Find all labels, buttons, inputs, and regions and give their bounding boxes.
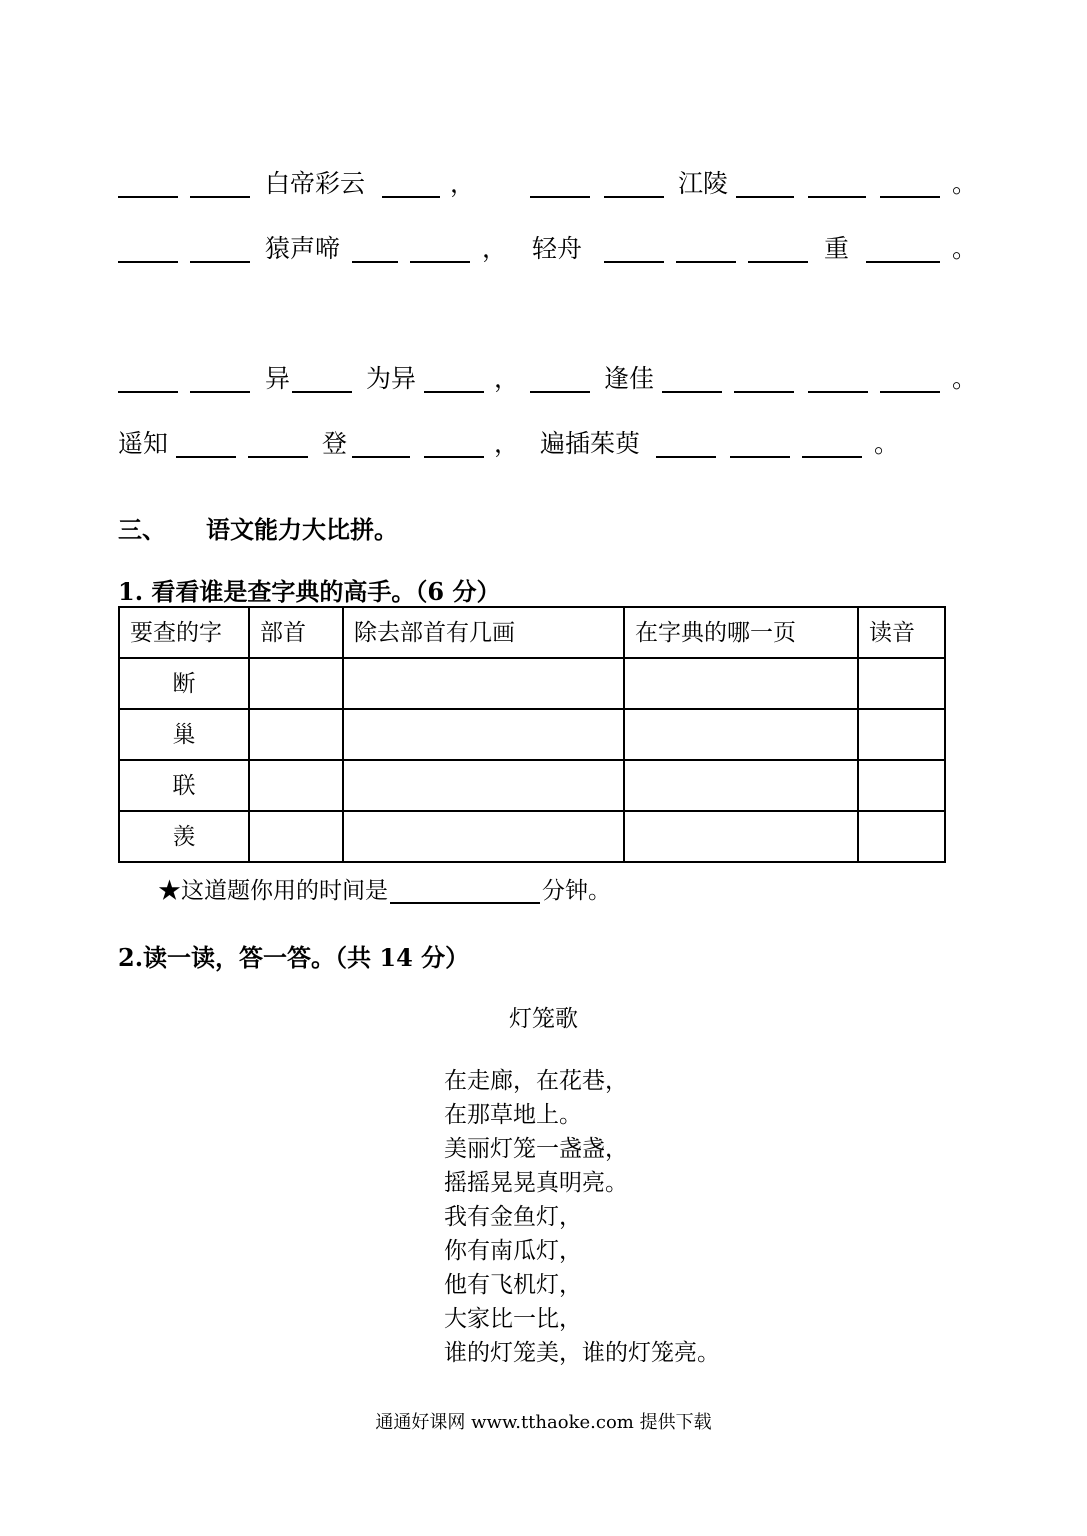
poem-body — [444, 1064, 720, 1370]
poem-text: 猿声啼 — [265, 234, 341, 263]
answer-cell[interactable] — [624, 658, 858, 709]
time-note-suffix: 分钟。 — [542, 878, 611, 904]
poem-punct: 。 — [952, 169, 978, 198]
time-blank[interactable] — [390, 902, 540, 904]
poem-text: 为异 — [366, 364, 417, 393]
fill-blank[interactable] — [118, 391, 178, 393]
answer-cell[interactable] — [249, 658, 343, 709]
poem-text: 逢佳 — [604, 364, 655, 393]
answer-cell[interactable] — [624, 709, 858, 760]
answer-cell[interactable] — [858, 658, 945, 709]
fill-blank[interactable] — [730, 456, 790, 458]
fill-blank[interactable] — [736, 196, 794, 198]
fill-blank[interactable] — [530, 196, 590, 198]
answer-cell[interactable] — [249, 760, 343, 811]
table-row — [119, 658, 945, 709]
poem-line: 在走廊，在花巷， — [444, 1068, 628, 1094]
lookup-char-cell: 巢 — [119, 709, 249, 760]
fill-blank[interactable] — [190, 391, 250, 393]
fill-blank[interactable] — [604, 196, 664, 198]
poem-punct: ， — [450, 169, 476, 198]
answer-cell[interactable] — [343, 811, 624, 862]
table-header-row — [119, 607, 945, 658]
fill-blank[interactable] — [424, 456, 484, 458]
answer-cell[interactable] — [858, 811, 945, 862]
poem-line: 我有金鱼灯， — [444, 1204, 582, 1230]
fill-blank[interactable] — [866, 261, 940, 263]
table-header-cell: 部首 — [249, 607, 343, 658]
fill-blank[interactable] — [748, 261, 808, 263]
fill-blank[interactable] — [118, 196, 178, 198]
poem-text: 登 — [322, 429, 348, 458]
answer-cell[interactable] — [624, 811, 858, 862]
page-footer: 通通好课网 www.tthaoke.com 提供下载 — [375, 1412, 712, 1433]
fill-blank[interactable] — [734, 391, 794, 393]
fill-blank[interactable] — [662, 391, 722, 393]
answer-cell[interactable] — [858, 709, 945, 760]
poem-line: 在那草地上。 — [444, 1102, 582, 1128]
poem-punct: 。 — [874, 429, 900, 458]
fill-blank[interactable] — [382, 196, 440, 198]
fill-blank[interactable] — [176, 456, 236, 458]
poem-punct: 。 — [952, 364, 978, 393]
table-row — [119, 760, 945, 811]
answer-cell[interactable] — [624, 760, 858, 811]
fill-blank[interactable] — [808, 391, 868, 393]
poem-text: 遍插茱萸 — [540, 429, 641, 458]
poem-line: 摇摇晃晃真明亮。 — [444, 1170, 628, 1196]
fill-blank[interactable] — [530, 391, 590, 393]
fill-blank[interactable] — [190, 196, 250, 198]
fill-blank[interactable] — [802, 456, 862, 458]
fill-blank[interactable] — [880, 196, 940, 198]
dictionary-table — [118, 606, 946, 863]
poem-text: 遥知 — [118, 429, 169, 458]
lookup-char-cell: 断 — [119, 658, 249, 709]
question-2-title: 2.读一读，答一答。（共 14 分） — [118, 943, 470, 972]
poem-line: 美丽灯笼一盏盏， — [444, 1136, 628, 1162]
table-header-cell: 要查的字 — [119, 607, 249, 658]
poem-line: 谁的灯笼美，谁的灯笼亮。 — [444, 1340, 720, 1366]
table-header-cell: 除去部首有几画 — [343, 607, 624, 658]
fill-blank[interactable] — [656, 456, 716, 458]
poem-text: 轻舟 — [532, 234, 583, 263]
table-row — [119, 811, 945, 862]
fill-blank[interactable] — [118, 261, 178, 263]
fill-blank[interactable] — [352, 456, 410, 458]
fill-blank[interactable] — [880, 391, 940, 393]
poem-punct: ， — [482, 234, 508, 263]
section-number: 三、 — [118, 515, 166, 544]
answer-cell[interactable] — [249, 811, 343, 862]
answer-cell[interactable] — [343, 760, 624, 811]
fill-blank[interactable] — [248, 456, 308, 458]
poem-punct: 。 — [952, 234, 978, 263]
poem-punct: ， — [494, 364, 520, 393]
poem-line: 他有飞机灯， — [444, 1272, 582, 1298]
answer-cell[interactable] — [858, 760, 945, 811]
fill-blank[interactable] — [292, 391, 352, 393]
fill-blank[interactable] — [410, 261, 470, 263]
fill-blank[interactable] — [190, 261, 250, 263]
poem-text: 白帝彩云 — [265, 169, 366, 198]
poem-title: 灯笼歌 — [509, 1006, 578, 1032]
question-1-title: 1. 看看谁是查字典的高手。（6 分） — [118, 577, 501, 606]
fill-blank[interactable] — [676, 261, 736, 263]
answer-cell[interactable] — [249, 709, 343, 760]
section-title: 语文能力大比拼。 — [206, 515, 398, 544]
poem-line: 大家比一比， — [444, 1306, 582, 1332]
fill-blank[interactable] — [808, 196, 866, 198]
poem-text: 重 — [824, 234, 850, 263]
answer-cell[interactable] — [343, 709, 624, 760]
time-note — [158, 872, 611, 905]
poem-text: 江陵 — [678, 169, 729, 198]
lookup-char-cell: 羡 — [119, 811, 249, 862]
poem-line: 你有南瓜灯， — [444, 1238, 582, 1264]
table-row — [119, 709, 945, 760]
fill-blank[interactable] — [352, 261, 398, 263]
poem-punct: ， — [494, 429, 520, 458]
fill-blank[interactable] — [424, 391, 484, 393]
fill-blank[interactable] — [604, 261, 664, 263]
table-header-cell: 在字典的哪一页 — [624, 607, 858, 658]
answer-cell[interactable] — [343, 658, 624, 709]
poem-text: 异 — [265, 364, 291, 393]
table-header-cell: 读音 — [858, 607, 945, 658]
time-note-prefix: ★这道题你用的时间是 — [158, 878, 388, 904]
lookup-char-cell: 联 — [119, 760, 249, 811]
